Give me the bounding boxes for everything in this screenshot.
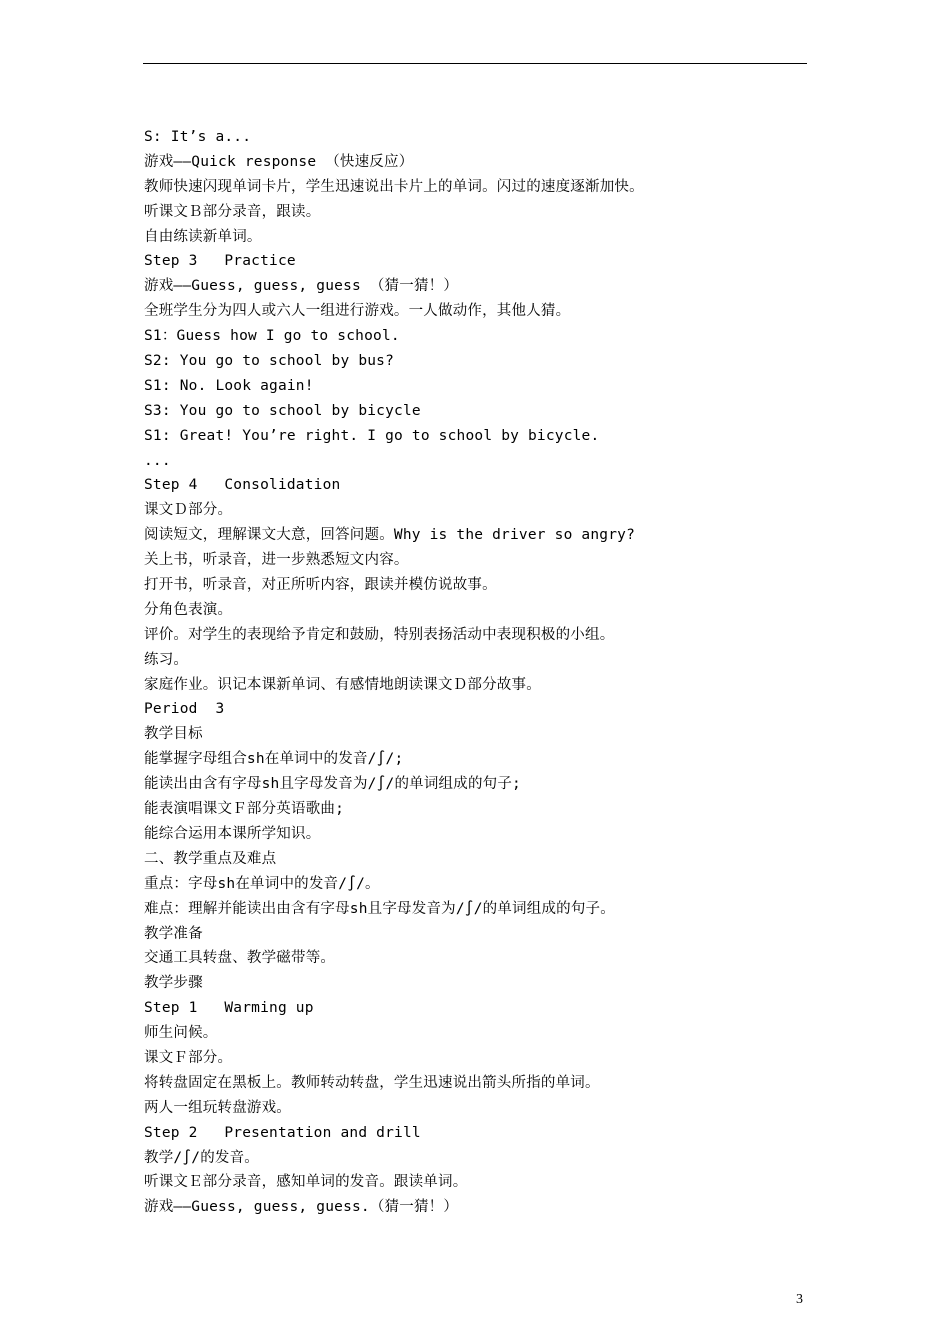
text-line: 教学步骤: [144, 975, 203, 992]
header-rule: [143, 63, 807, 64]
text-line: 打开书，听录音，对正所听内容，跟读并模仿说故事。: [144, 577, 497, 594]
text-line: 关上书，听录音，进一步熟悉短文内容。: [144, 552, 409, 569]
text-line: S2: You go to school by bus?: [144, 353, 395, 370]
text-line: 课文Ｆ部分。: [144, 1049, 233, 1066]
text-line: 练习。: [144, 651, 189, 668]
text-line: 游戏——Quick response （快速反应）: [144, 153, 414, 170]
text-line: 课文Ｄ部分。: [144, 502, 233, 519]
text-line: 阅读短文，理解课文大意，回答问题。Why is the driver so angry?: [144, 527, 636, 544]
text-line: 评价。对学生的表现给予肯定和鼓励，特别表扬活动中表现积极的小组。: [144, 626, 615, 643]
text-line: S1：Guess how I go to school.: [144, 328, 400, 345]
text-line: 教学目标: [144, 726, 203, 743]
text-line: Step 1 Warming up: [144, 1000, 314, 1017]
text-line: 交通工具转盘、教学磁带等。: [144, 950, 336, 967]
text-line: 教学/∫/的发音。: [144, 1149, 259, 1166]
text-line: 教师快速闪现单词卡片，学生迅速说出卡片上的单词。闪过的速度逐渐加快。: [144, 178, 644, 195]
text-line: 教学准备: [144, 925, 203, 942]
document-body: [144, 125, 824, 1220]
text-line: 重点：字母sh在单词中的发音/∫/。: [144, 875, 380, 892]
text-line: S: It’s a...: [144, 129, 252, 145]
text-line: 听课文Ｂ部分录音，跟读。: [144, 203, 321, 220]
text-line: 二、教学重点及难点: [144, 850, 277, 867]
text-line: 难点：理解并能读出由含有字母sh且字母发音为/∫/的单词组成的句子。: [144, 900, 615, 917]
text-line: 能表演唱课文Ｆ部分英语歌曲;: [144, 801, 345, 818]
text-line: Step 3 Practice: [144, 253, 296, 270]
text-line: 师生问候。: [144, 1025, 218, 1042]
text-line: 将转盘固定在黑板上。教师转动转盘，学生迅速说出箭头所指的单词。: [144, 1074, 600, 1091]
text-line: Step 2 Presentation and drill: [144, 1124, 421, 1141]
text-line: 能读出由含有字母sh且字母发音为/∫/的单词组成的句子;: [144, 776, 521, 793]
text-line: 能综合运用本课所学知识。: [144, 825, 321, 842]
text-line: 自由练读新单词。: [144, 228, 262, 245]
text-line: 游戏——Guess, guess, guess （猜一猜！）: [144, 278, 459, 295]
text-line: 听课文Ｅ部分录音，感知单词的发音。跟读单词。: [144, 1174, 468, 1191]
text-line: S1: No. Look again!: [144, 377, 314, 394]
page-number: 3: [796, 1292, 803, 1307]
text-line: 能掌握字母组合sh在单词中的发音/∫/;: [144, 751, 404, 768]
text-line: 家庭作业。识记本课新单词、有感情地朗读课文Ｄ部分故事。: [144, 676, 541, 693]
text-line: 分角色表演。: [144, 601, 233, 618]
text-line: 两人一组玩转盘游戏。: [144, 1099, 291, 1116]
text-line: 全班学生分为四人或六人一组进行游戏。一人做动作，其他人猜。: [144, 303, 571, 320]
text-line: ...: [144, 452, 171, 469]
text-line: 游戏——Guess, guess, guess.（猜一猜！）: [144, 1199, 459, 1216]
text-line: Period 3: [144, 701, 225, 718]
text-line: Step 4 Consolidation: [144, 477, 341, 494]
text-line: S3: You go to school by bicycle: [144, 402, 421, 419]
text-line: S1: Great! You’re right. I go to school by bicycle.: [144, 427, 600, 444]
